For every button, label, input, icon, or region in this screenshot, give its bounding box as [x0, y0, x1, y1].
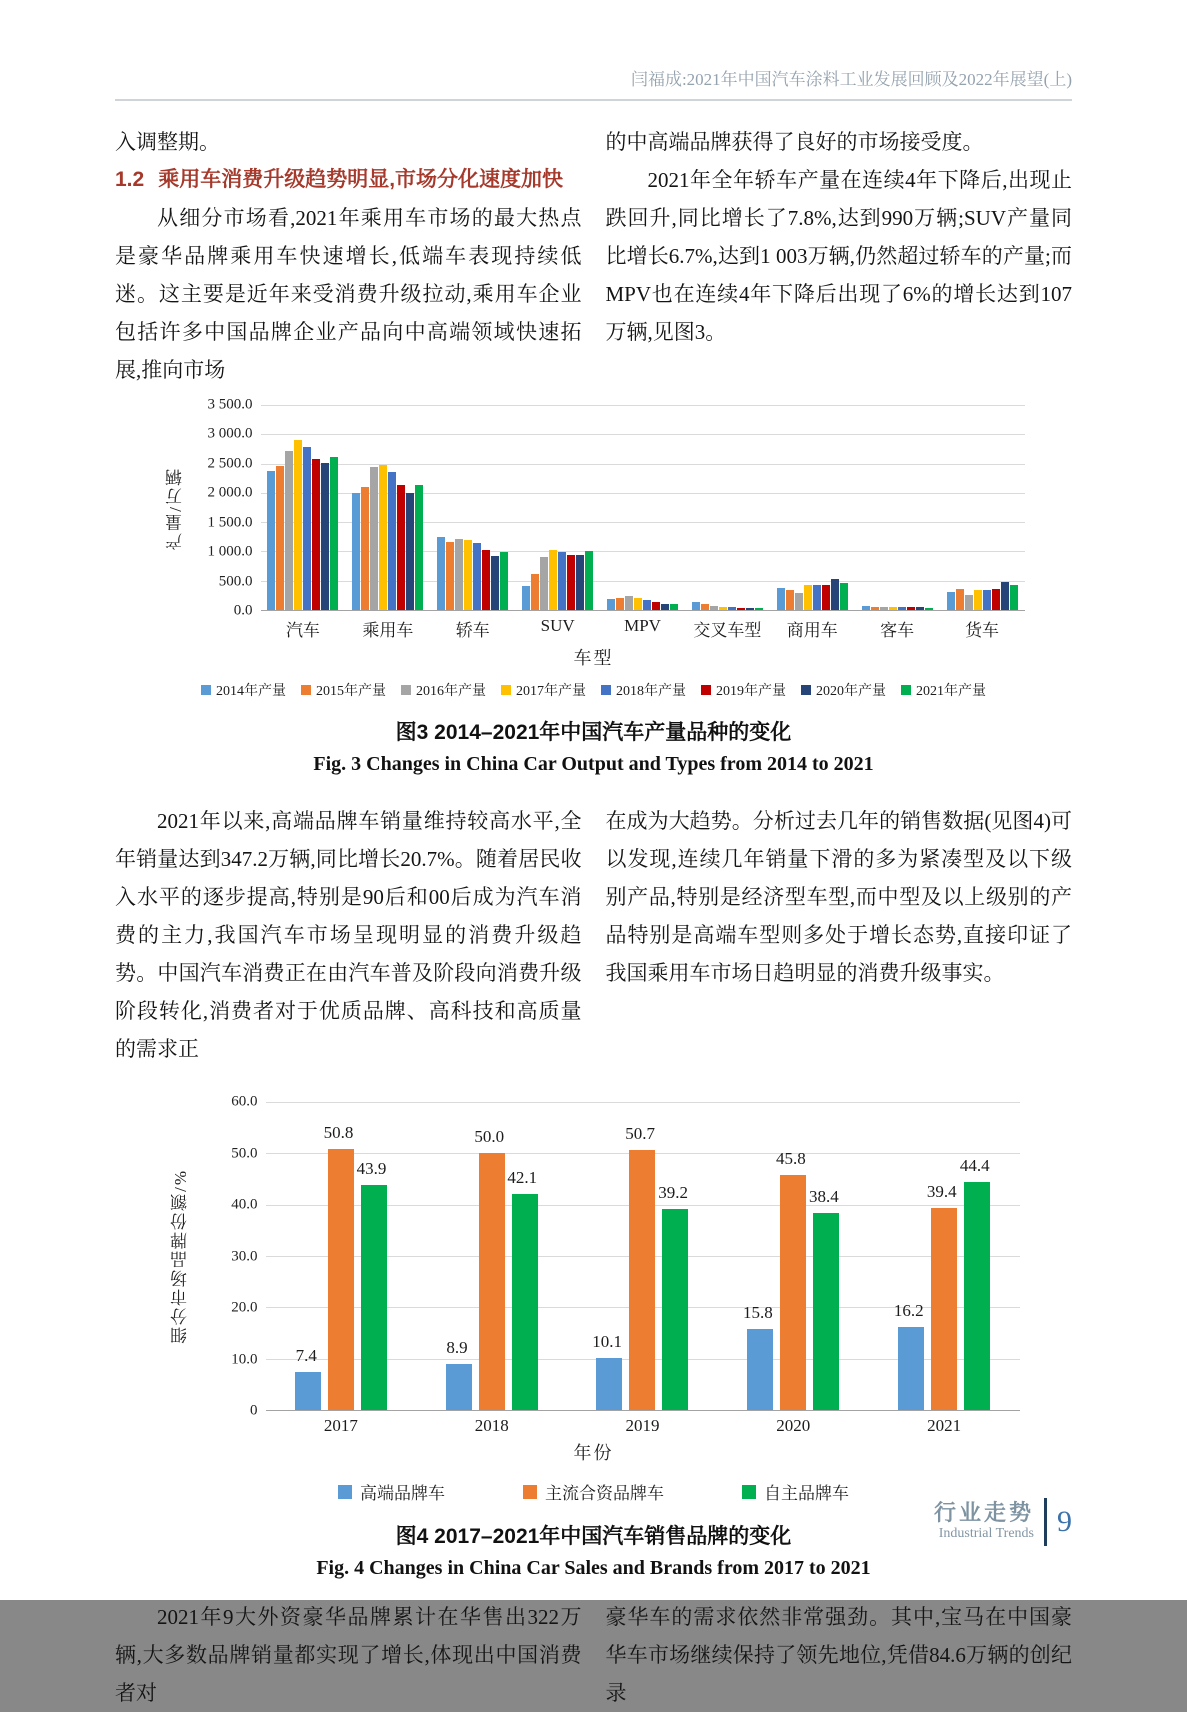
x-tick-label: 商用车 [786, 621, 838, 640]
bar [692, 602, 700, 610]
legend-label: 主流合资品牌车 [545, 1484, 664, 1503]
y-tick-label: 2 000.0 [207, 484, 253, 501]
paragraph-continuation: 的中高端品牌获得了良好的市场接受度。 [605, 130, 984, 154]
bar [406, 493, 414, 610]
legend-swatch-icon [338, 1485, 352, 1499]
x-tick-label: 客车 [880, 621, 915, 640]
bar [947, 592, 955, 610]
bar [831, 579, 839, 610]
bar-group [345, 405, 430, 610]
footer-section-zh: 行业走势 [933, 1500, 1034, 1525]
bar-group [869, 1102, 1020, 1410]
bar [446, 1338, 472, 1410]
bar-group [261, 405, 346, 610]
y-tick-label: 1 000.0 [207, 543, 253, 560]
legend-item [401, 680, 486, 700]
bar-value-label: 16.2 [893, 1301, 924, 1320]
bar [567, 555, 575, 610]
bar [804, 585, 812, 610]
bar-group [685, 405, 770, 610]
legend-swatch-icon [523, 1485, 537, 1499]
section-title: 乘用车消费升级趋势明显,市场分化速度加快 [158, 168, 564, 191]
bar-group [600, 405, 685, 610]
legend-swatch-icon [901, 685, 911, 695]
y-tick-label: 500.0 [218, 573, 253, 590]
bar [809, 1187, 839, 1410]
legend-label: 高端品牌车 [360, 1484, 445, 1503]
fig3-caption-zh: 图3 2014–2021年中国汽车产量品种的变化 [395, 721, 792, 744]
x-tick-label: 2017 [323, 1416, 358, 1435]
bar [746, 608, 754, 610]
bar [321, 463, 329, 610]
bar [1010, 585, 1018, 610]
legend-label: 2019年产量 [716, 684, 786, 699]
paragraph: 2021年以来,高端品牌车销量维持较高水平,全年销量达到347.2万辆,同比增长20.7%。随着居民收入水平的逐步提高,特别是90后和00后成为汽车消费的主力,我国汽车市场呈现明显的消费升级趋势。中国汽车消费正在由汽车普及阶段向消费升级阶段转化,消费者对于优质品牌、高科技和高质量的需求正 [115, 809, 582, 1061]
legend-label: 2018年产量 [616, 684, 686, 699]
y-axis-title-text: 细分市场品牌份额/% [171, 1169, 190, 1344]
x-tick-label: 乘用车 [362, 621, 414, 640]
bar [267, 471, 275, 610]
bar [916, 607, 924, 610]
bar-value-label: 42.1 [507, 1168, 538, 1187]
page-number: 9 [1057, 1505, 1072, 1538]
bar [658, 1183, 688, 1410]
bar [643, 600, 651, 610]
x-axis-title: 年份 [573, 1443, 614, 1463]
bar [755, 608, 763, 610]
legend-swatch-icon [501, 685, 511, 695]
y-tick-label: 0.0 [233, 602, 253, 619]
bar [728, 607, 736, 610]
bar [907, 607, 915, 610]
bar-value-label: 50.7 [625, 1124, 655, 1143]
page-footer [934, 1498, 1072, 1546]
header-rule [115, 99, 1072, 101]
x-tick-label: 交叉车型 [693, 621, 762, 640]
bar-group [416, 1102, 567, 1410]
bar-group [855, 405, 940, 610]
bar [898, 607, 906, 610]
fig4-bar-chart [168, 1093, 1020, 1504]
bar-group [718, 1102, 869, 1410]
x-tick-label: SUV [540, 616, 575, 635]
bar-value-label: 50.8 [323, 1123, 354, 1142]
bar [415, 485, 423, 610]
bar-group [266, 1102, 417, 1410]
bar [625, 1124, 655, 1410]
bar-value-label: 45.8 [776, 1149, 806, 1168]
y-tick-label: 3 000.0 [207, 425, 253, 442]
bar [652, 602, 660, 610]
x-tick-label: 2020 [776, 1416, 811, 1435]
bar-value-label: 8.9 [446, 1338, 468, 1357]
x-tick-label: 轿车 [455, 621, 490, 640]
right-column [606, 802, 1073, 1068]
bar [473, 543, 481, 610]
bar [670, 604, 678, 610]
bar-group [515, 405, 600, 610]
x-tick-label: 汽车 [285, 621, 320, 640]
y-tick-label: 20.0 [231, 1299, 258, 1316]
running-head: 闫福成:2021年中国汽车涂料工业发展回顾及2022年展望(上) [630, 70, 1072, 89]
bar [926, 1182, 957, 1410]
y-tick-label: 50.0 [231, 1145, 258, 1161]
legend-swatch-icon [801, 685, 811, 695]
legend-item [801, 680, 886, 700]
y-tick-label: 10.0 [231, 1351, 258, 1367]
footer-divider [1044, 1498, 1047, 1546]
y-tick-label: 0 [250, 1402, 258, 1419]
y-axis [189, 396, 261, 619]
bar [437, 537, 445, 610]
y-axis-title-text: 产量/万辆 [166, 466, 185, 550]
bar-value-label: 43.9 [356, 1159, 387, 1178]
bar [786, 590, 794, 610]
legend-label: 2020年产量 [816, 684, 886, 699]
bar [880, 607, 888, 610]
bar [397, 485, 405, 610]
bar [607, 599, 615, 610]
legend-item [301, 680, 386, 700]
bar [276, 466, 284, 610]
y-axis [194, 1093, 266, 1419]
bar [592, 1332, 622, 1410]
bar [491, 556, 499, 610]
bar-value-label: 50.0 [474, 1127, 505, 1146]
x-tick-label: 货车 [965, 621, 1000, 640]
bar [540, 557, 548, 610]
bar [323, 1123, 354, 1410]
left-column [115, 802, 582, 1068]
x-tick-label: MPV [624, 616, 661, 635]
y-tick-label: 2 500.0 [207, 455, 253, 472]
right-column [606, 1598, 1073, 1712]
legend-swatch-icon [701, 685, 711, 695]
bar [379, 465, 387, 610]
plot-area [261, 405, 1025, 611]
bar [558, 552, 566, 610]
bar [965, 595, 973, 610]
bar [822, 585, 830, 610]
x-axis-labels [266, 1416, 1020, 1436]
fig3-caption-en: Fig. 3 Changes in China Car Output and Types from 2014 to 2021 [313, 753, 874, 775]
fig4-caption-en: Fig. 4 Changes in China Car Sales and Brands from 2017 to 2021 [316, 1557, 871, 1579]
left-column [115, 1598, 582, 1712]
legend-item [901, 680, 986, 700]
bar [701, 604, 709, 610]
footer-section [934, 1501, 1034, 1543]
x-tick-label: 2018 [474, 1416, 509, 1435]
bar-groups [266, 1102, 1020, 1410]
text-block-3 [115, 1598, 1072, 1712]
bar [455, 539, 463, 610]
bar-group [940, 405, 1025, 610]
y-tick-label: 40.0 [231, 1196, 258, 1213]
bar [356, 1159, 387, 1410]
bar [295, 1346, 321, 1410]
y-tick-label: 30.0 [231, 1248, 258, 1264]
bar [889, 607, 897, 610]
fig4-caption-zh: 图4 2017–2021年中国汽车销售品牌的变化 [395, 1525, 792, 1548]
legend-swatch-icon [742, 1485, 756, 1499]
bar-groups [261, 405, 1025, 610]
x-axis-labels [261, 616, 1025, 641]
bar [294, 440, 302, 610]
bar [285, 451, 293, 610]
bar-value-label: 39.2 [658, 1183, 688, 1202]
bar [303, 447, 311, 610]
bar [625, 596, 633, 610]
legend-swatch-icon [201, 685, 211, 695]
bar [795, 593, 803, 610]
bar [370, 467, 378, 610]
bar [330, 457, 338, 610]
legend-label: 2021年产量 [916, 684, 986, 699]
chart-legend [168, 1479, 1020, 1504]
bar [616, 598, 624, 610]
bar [661, 604, 669, 610]
legend-item [701, 680, 786, 700]
bar [1001, 582, 1009, 610]
y-tick-label: 1 500.0 [207, 514, 253, 531]
bar [893, 1301, 924, 1410]
x-tick-label: 2021 [927, 1416, 962, 1435]
legend-swatch-icon [401, 685, 411, 695]
bar [992, 589, 1000, 610]
right-column [606, 123, 1073, 389]
bar [500, 552, 508, 610]
legend-item [338, 1479, 445, 1504]
text-block-1 [115, 123, 1072, 389]
bar [776, 1149, 806, 1410]
section-number: 1.2 [115, 168, 145, 191]
legend-item [742, 1479, 849, 1504]
bar [464, 540, 472, 610]
bar [737, 608, 745, 610]
legend-item [201, 680, 286, 700]
text-block-2 [115, 802, 1072, 1068]
bar [507, 1168, 538, 1410]
bar [710, 606, 718, 610]
legend-label: 2014年产量 [216, 684, 286, 699]
bar [959, 1156, 990, 1410]
bar [925, 608, 933, 610]
y-tick-label: 60.0 [231, 1093, 258, 1110]
bar-group [567, 1102, 718, 1410]
legend-label: 2015年产量 [316, 684, 386, 699]
bar [983, 590, 991, 610]
bar [840, 583, 848, 610]
y-axis-title [163, 405, 189, 611]
bar [743, 1303, 773, 1410]
bar [352, 493, 360, 610]
y-tick-label: 3 500.0 [207, 396, 253, 413]
bar [634, 598, 642, 610]
fig3-bar-chart [163, 396, 1025, 700]
bar [719, 607, 727, 610]
bar [474, 1127, 505, 1410]
bar [446, 542, 454, 610]
paragraph: 2021年全年轿车产量在连续4年下降后,出现止跌回升,同比增长了7.8%,达到990万辆;SUV产量同比增长6.7%,达到1 003万辆,仍然超过轿车的产量;而MPV也在连续4年下降后出现了6%的增长达到107万辆,见图3。 [605, 168, 1072, 344]
bar [974, 590, 982, 610]
bar [576, 555, 584, 610]
legend-label: 自主品牌车 [764, 1484, 849, 1503]
legend-swatch-icon [301, 685, 311, 695]
bar-value-label: 38.4 [809, 1187, 839, 1206]
bar [522, 586, 530, 610]
left-column [115, 123, 582, 389]
y-axis-title [168, 1102, 194, 1411]
bar [388, 472, 396, 610]
legend-label: 2017年产量 [516, 684, 586, 699]
bar [531, 574, 539, 610]
bar [956, 589, 964, 610]
paragraph: 2021年9大外资豪华品牌累计在华售出322万辆,大多数品牌销量都实现了增长,体现出中国消费者对 [115, 1605, 582, 1705]
bar [871, 607, 879, 610]
bar-value-label: 15.8 [743, 1303, 773, 1322]
bar [862, 606, 870, 610]
bar-value-label: 44.4 [959, 1156, 990, 1175]
x-axis-title: 车型 [573, 648, 614, 668]
bar [549, 550, 557, 610]
bar-value-label: 10.1 [592, 1332, 622, 1351]
bar-value-label: 39.4 [926, 1182, 957, 1201]
bar-group [770, 405, 855, 610]
bar [312, 459, 320, 610]
paragraph-continuation: 入调整期。 [115, 130, 220, 154]
section-heading-1-2 [115, 161, 582, 199]
chart-legend [163, 680, 1025, 700]
bar [361, 487, 369, 610]
legend-item [601, 680, 686, 700]
legend-item [523, 1479, 664, 1504]
paragraph-continuation: 在成为大趋势。分析过去几年的销售数据(见图4)可以发现,连续几年销量下滑的多为紧凑型及以下级别产品,特别是经济型车型,而中型及以上级别的产品特别是高端车型则多处于增长态势,直接印证了我国乘用车市场日趋明显的消费升级事实。 [605, 809, 1072, 985]
legend-label: 2016年产量 [416, 684, 486, 699]
paragraph: 从细分市场看,2021年乘用车市场的最大热点是豪华品牌乘用车快速增长,低端车表现持续低迷。这主要是近年来受消费升级拉动,乘用车企业包括许多中国品牌企业产品向中高端领域快速拓展,推向市场 [115, 206, 582, 382]
paragraph-continuation: 豪华车的需求依然非常强劲。其中,宝马在中国豪华车市场继续保持了领先地位,凭借84.6万辆的创纪录 [605, 1605, 1072, 1705]
bar-group [430, 405, 515, 610]
footer-section-en: Industrial Trends [938, 1526, 1034, 1541]
bar-value-label: 7.4 [295, 1346, 317, 1365]
bar [585, 551, 593, 610]
legend-swatch-icon [601, 685, 611, 695]
bar [482, 550, 490, 610]
x-tick-label: 2019 [625, 1416, 660, 1435]
bar [813, 585, 821, 610]
legend-item [501, 680, 586, 700]
plot-area [266, 1102, 1020, 1411]
bar [777, 588, 785, 610]
